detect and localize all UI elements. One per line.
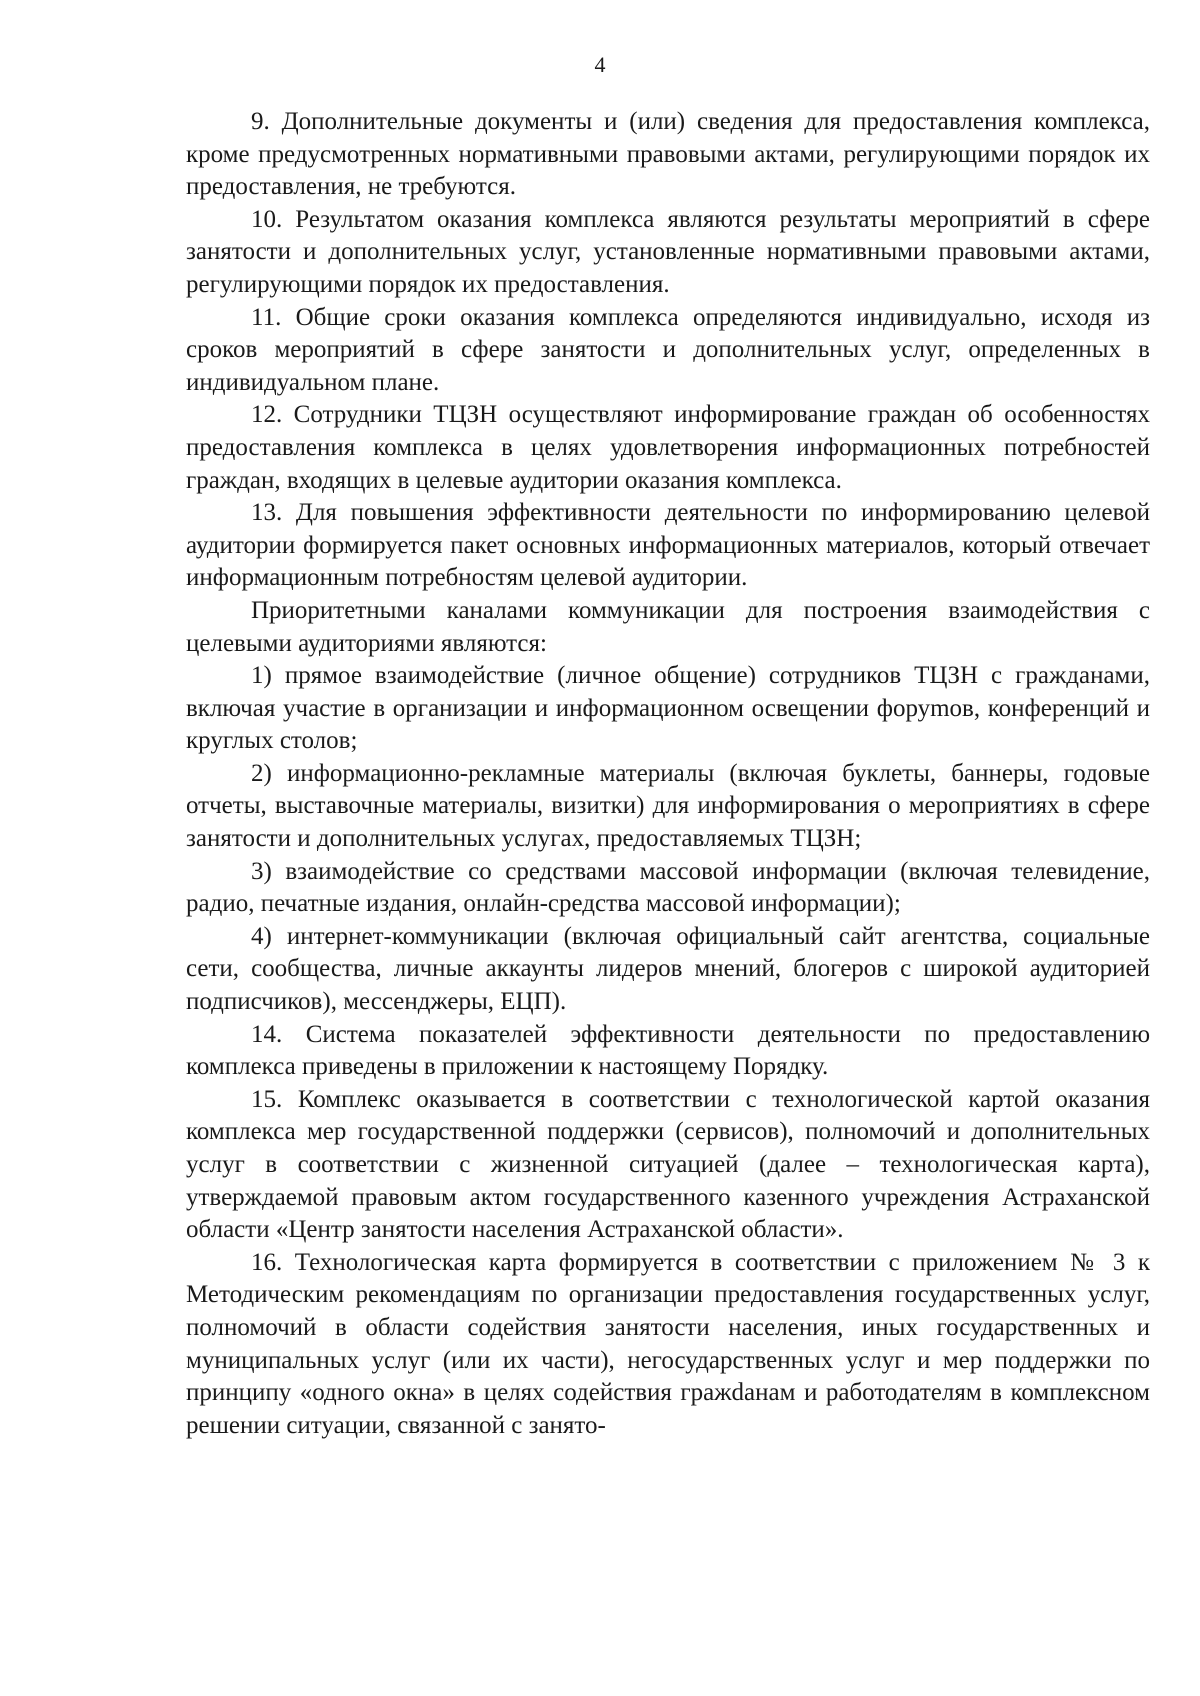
page-number: 4 (594, 52, 606, 77)
paragraph-13: 13. Для повышения эффективности деятельности по информированию целевой аудитории формируется пакет основных информационных материалов, который отвечает информационным потребностям целевой аудитории. (186, 499, 1150, 592)
paragraph-14: 14. Система показателей эффективности деятельности по предоставлению комплекса приведены в приложении к настоящему Порядку. (186, 1020, 1150, 1081)
list-item-1: 1) прямое взаимодействие (личное общение) сотрудников ТЦЗН с гражданами, включая участие в организации и информационном освещении форуmов, конференций и круглых столов; (186, 662, 1150, 755)
paragraph-12: 12. Сотрудники ТЦЗН осуществляют информирование граждан об особенностях предоставления комплекса в целях удовлетворения информационных потребностей граждан, входящих в целевые аудитории оказания комплекса. (186, 401, 1150, 494)
list-item-4: 4) интернет-коммуникации (включая официальный сайт агентства, социальные сети, сообщества, личные аккаунты лидеров мнений, блогеров с широкой аудиторией подписчиков), мессенджеры, ЕЦП). (186, 922, 1150, 1016)
paragraph-9: 9. Дополнительные документы и (или) сведения для предоставления комплекса, кроме предусмотренных нормативными правовыми актами, регулирующими порядок их предоставления, не требуются. (186, 108, 1150, 201)
paragraph-channels-intro: Приоритетными каналами коммуникации для построения взаимодействия с целевыми аудиториями являются: (186, 596, 1150, 657)
list-item-3: 3) взаимодействие со средствами массовой информации (включая телевидение, радио, печатные издания, онлайн-средства массовой информации); (186, 857, 1150, 918)
paragraph-16: 16. Технологическая карта формируется в соответствии с приложением № 3 к Методическим рекомендациям по организации предоставления государственных услуг, полномочий в области содействия занятости населения, иных государственных и муниципальных услуг (или их части), негосударственных услуг и мер поддержки по принципу «одного окна» в целях содействия гражdанам и работодателям в комплексном решении ситуации, связанной с занято- (186, 1248, 1150, 1439)
paragraph-15: 15. Комплекс оказывается в соответствии с технологической картой оказания комплекса мер государственной поддержки (сервисов), полномочий и дополнительных услуг в соответствии с жизненной ситуацией (далее – технологическая карта), утверждаемой правовым актом государственного казенного учреждения Астраханской области «Центр занятости населения Астраханской области». (186, 1085, 1150, 1244)
document-body (186, 106, 1150, 1442)
list-item-2: 2) информационно-рекламные материалы (включая буклеты, баннеры, годовые отчеты, выставочные материалы, визитки) для информирования о мероприятиях в сфере занятости и дополнительных услугах, предоставляемых ТЦЗН; (186, 759, 1150, 853)
paragraph-10: 10. Результатом оказания комплекса являются результаты мероприятий в сфере занятости и дополнительных услуг, установленные нормативными правовыми актами, регулирующими порядок их предоставления. (186, 205, 1150, 298)
paragraph-11: 11. Общие сроки оказания комплекса определяются индивидуально, исходя из сроков мероприятий в сфере занятости и дополнительных услуг, определенных в индивидуальном плане. (186, 303, 1150, 396)
